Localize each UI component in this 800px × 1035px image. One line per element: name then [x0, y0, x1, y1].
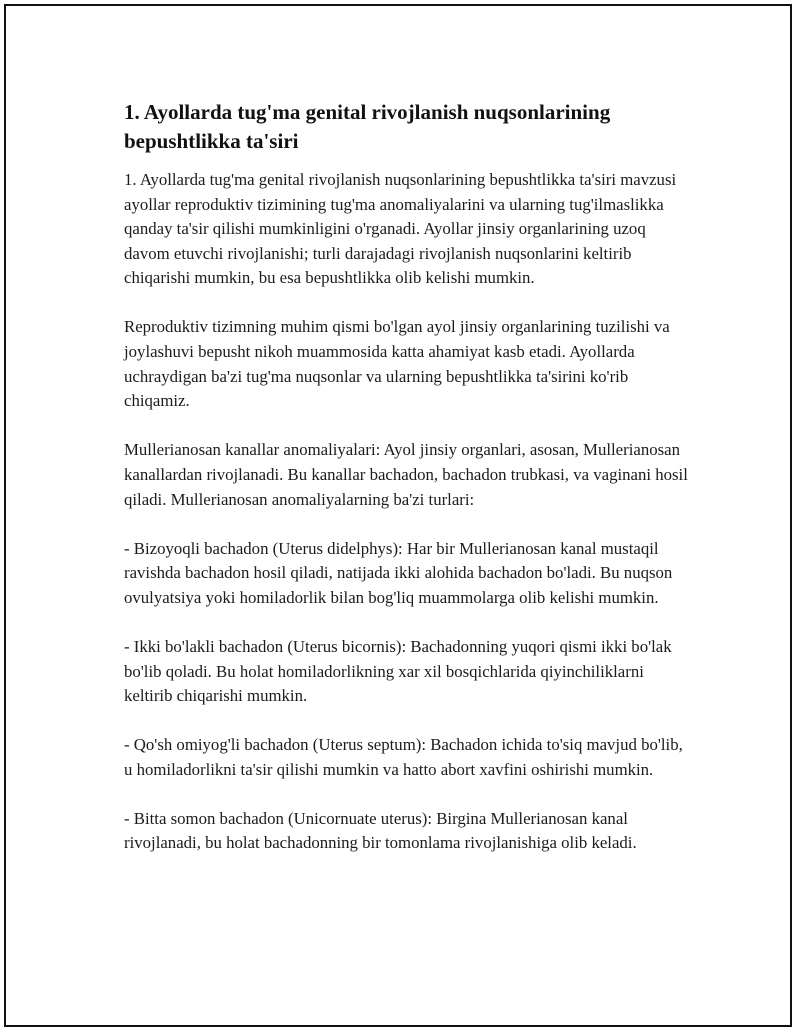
paragraph-mullerian-anomalies: Mullerianosan kanallar anomaliyalari: Ayol jinsiy organlari, asosan, Mullerianosan kanallardan rivojlanadi. Bu kanallar bachadon, bachadon trubkasi, va vaginani hosil qiladi. Mullerianosan anomaliyalarning ba'zi turlari: [124, 440, 688, 509]
paragraph-reproductive-system: Reproduktiv tizimning muhim qismi bo'lgan ayol jinsiy organlarining tuzilishi va joylashuvi bepusht nikoh muammosida katta ahamiyat kasb etadi. Ayollarda uchraydigan ba'zi tug'ma nuqsonlar va ularning bepushtlikka ta'sirini ko'rib chiqamiz. [124, 317, 670, 411]
list-item-uterus-septum: - Qo'sh omiyog'li bachadon (Uterus septum): Bachadon ichida to'siq mavjud bo'lib, u homiladorlikni ta'sir qilishi mumkin va hatto abort xavfini oshirishi mumkin. [124, 735, 683, 779]
document-title: 1. Ayollarda tug'ma genital rivojlanish nuqsonlarining bepushtlikka ta'siri [124, 100, 611, 153]
document-body [124, 98, 694, 856]
list-item-uterus-bicornis: - Ikki bo'lakli bachadon (Uterus bicornis): Bachadonning yuqori qismi ikki bo'lak bo'lib qoladi. Bu holat homiladorlikning xar xil bosqichlarida qiyinchiliklarni keltirib chiqarishi mumkin. [124, 636, 672, 706]
paragraph-intro: 1. Ayollarda tug'ma genital rivojlanish nuqsonlarining bepushtlikka ta'siri mavzusi ayollar reproduktiv tizimining tug'ma anomaliyalarini va ularning tug'ilmaslikka qanday ta'sir qilishi mumkinligini o'rganadi. Ayollar jinsiy organlarining uzoq davom etuvchi rivojlanishi; turli darajadagi rivojlanish nuqsonlarini keltirib chiqarishi mumkin, bu esa bepushtlikka olib kelishi mumkin. [124, 170, 677, 288]
list-item-unicornuate-uterus: - Bitta somon bachadon (Unicornuate uterus): Birgina Mullerianosan kanal rivojlanadi, bu holat bachadonning bir tomonlama rivojlanishiga olib keladi. [124, 808, 637, 853]
page-frame [4, 4, 792, 1027]
list-item-uterus-didelphys: - Bizoyoqli bachadon (Uterus didelphys): Har bir Mullerianosan kanal mustaqil ravishda bachadon hosil qiladi, natijada ikki alohida bachadon bo'ladi. Bu nuqson ovulyatsiya yoki homiladorlik bilan bog'liq muammolarga olib kelishi mumkin. [124, 538, 673, 607]
